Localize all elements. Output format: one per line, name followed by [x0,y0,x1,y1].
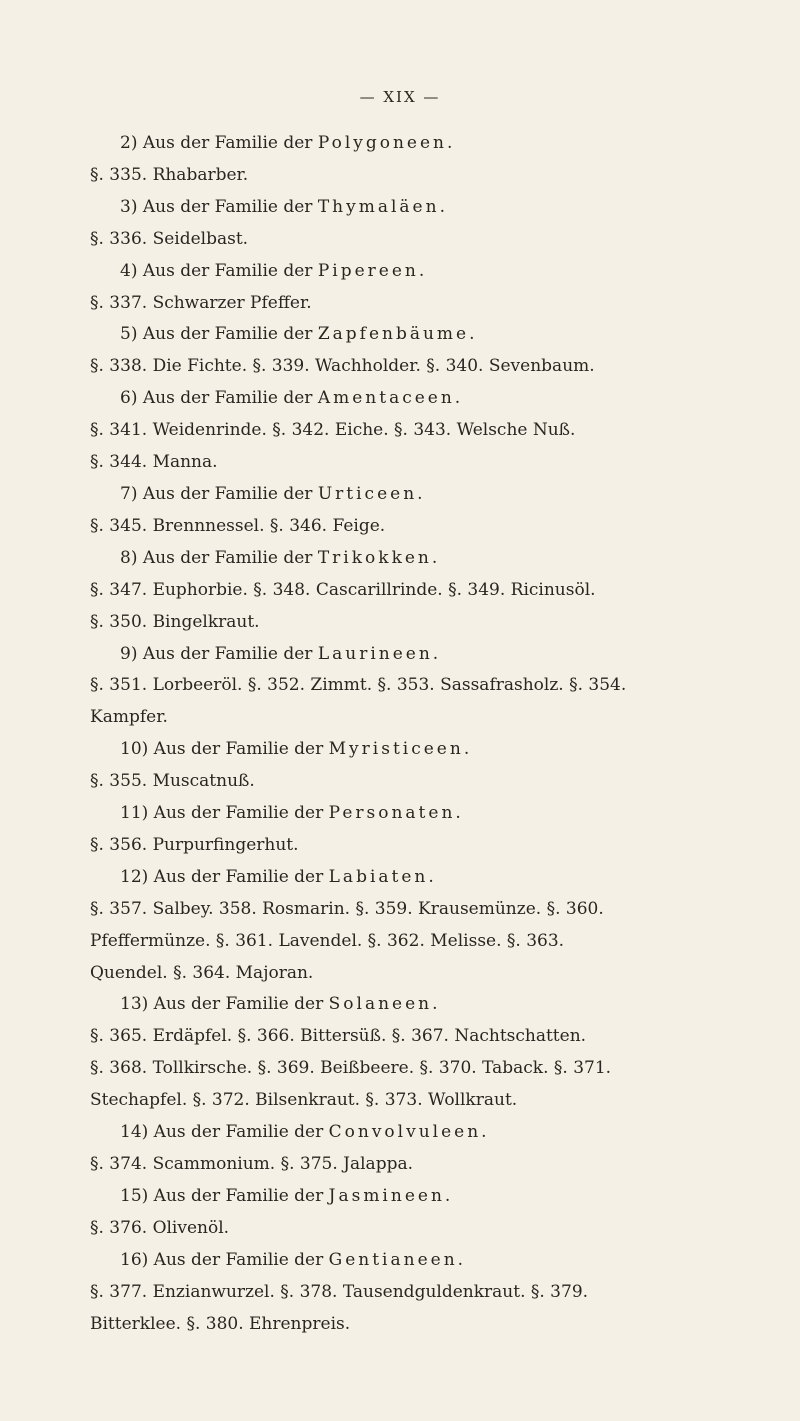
line-punct: . [469,324,475,345]
line-text: §. 337. Schwarzer Pfeffer. [90,292,312,313]
line-text: 16) Aus der Familie der [120,1249,329,1270]
family-name: Amentaceen [317,388,455,409]
line-text: §. 357. Salbey. 358. Rosmarin. §. 359. Krausemünze. §. 360. [90,898,604,919]
line-punct: . [418,260,425,281]
family-heading [90,862,750,894]
line-punct: . [431,547,438,568]
line-punct: . [481,1122,487,1143]
family-name: Trikokken [317,547,432,568]
family-heading [90,734,750,766]
line-text: 4) Aus der Familie der [120,260,318,281]
line-punct: . [428,866,434,887]
family-heading [90,639,750,671]
entry-line [90,1309,750,1341]
family-name: Convolvuleen [328,1122,482,1143]
family-name: Laurineen [317,643,433,664]
entry-line [90,670,750,702]
entry-line [90,288,750,320]
line-text: §. 376. Olivenöl. [90,1217,230,1238]
line-text: §. 351. Lorbeeröl. §. 352. Zimmt. §. 353. Sassafrasholz. §. 354. [90,675,627,696]
line-text: Pfeffermünze. §. 361. Lavendel. §. 362. Melisse. §. 363. [90,930,565,951]
line-punct: . [463,739,470,760]
family-name: Labiaten [328,866,429,887]
family-heading [90,1181,750,1213]
line-text: 8) Aus der Familie der [120,547,318,568]
line-text: Quendel. §. 364. Majoran. [90,962,314,983]
line-text: 9) Aus der Familie der [120,643,318,664]
line-punct: . [447,133,453,153]
line-text: Stechapfel. §. 372. Bilsenkraut. §. 373. Wollkraut. [90,1090,518,1111]
entry-line [90,1021,750,1053]
family-heading [90,543,750,575]
family-heading [90,192,750,224]
entry-line [90,926,750,958]
family-heading [90,383,750,415]
line-punct: . [432,994,438,1015]
line-text: 12) Aus der Familie der [120,866,329,887]
line-text: Kampfer. [90,707,168,728]
entry-line [90,447,750,479]
entry-line [90,958,750,990]
line-text: §. 341. Weidenrinde. §. 342. Eiche. §. 343. Welsche Nuß. [90,420,576,441]
line-text: §. 355. Muscatnuß. [90,771,255,792]
entry-line [90,1053,750,1085]
entry-line [90,1213,750,1245]
entry-line [90,415,750,447]
line-punct: . [417,483,423,504]
line-punct: . [432,643,439,664]
line-text: 10) Aus der Familie der [120,739,329,760]
family-heading [90,128,750,160]
family-name: Thymaläen [317,196,440,217]
entry-line [90,607,750,639]
line-text: §. 368. Tollkirsche. §. 369. Beißbeere. §. 370. Taback. §. 371. [90,1058,612,1079]
entry-line [90,1149,750,1181]
line-punct: . [455,803,461,824]
line-punct: . [444,1185,451,1206]
family-heading [90,1245,750,1277]
line-text: §. 344. Manna. [90,452,218,473]
line-text: §. 356. Purpurfingerhut. [90,834,299,855]
family-name: Solaneen [328,994,433,1015]
line-text: §. 338. Die Fichte. §. 339. Wachholder. §. 340. Sevenbaum. [90,356,595,377]
entry-line [90,702,750,734]
family-name: Urticeen [317,483,418,504]
entry-line [90,894,750,926]
line-text: §. 350. Bingelkraut. [90,611,260,632]
entry-line [90,766,750,798]
family-heading [90,989,750,1021]
line-text: §. 374. Scammonium. §. 375. Jalappa. [90,1154,413,1174]
line-text: 6) Aus der Familie der [120,388,318,409]
family-name: Myristiceen [328,739,464,760]
line-text: §. 335. Rhabarber. [90,164,249,185]
line-text: §. 377. Enzianwurzel. §. 378. Tausendguldenkraut. §. 379. [90,1281,589,1302]
page-header: — XIX — [359,88,441,106]
line-text: Bitterklee. §. 380. Ehrenpreis. [90,1313,351,1334]
line-text: 13) Aus der Familie der [120,994,329,1015]
table-of-contents [90,128,750,1340]
entry-line [90,351,750,383]
line-text: 11) Aus der Familie der [120,803,329,824]
family-name: Zapfenbäume [317,324,470,345]
family-heading [90,798,750,830]
line-text: 3) Aus der Familie der [120,196,318,217]
line-punct: . [457,1249,464,1270]
family-heading [90,1117,750,1149]
entry-line [90,511,750,543]
line-text: 5) Aus der Familie der [120,324,318,345]
entry-line [90,1277,750,1309]
line-text: §. 336. Seidelbast. [90,228,249,249]
entry-line [90,224,750,256]
line-text: 7) Aus der Familie der [120,483,318,504]
family-heading [90,256,750,288]
family-name: Pipereen [317,260,419,281]
line-text: 2) Aus der Familie der [120,133,318,153]
family-heading [90,479,750,511]
entry-line [90,830,750,862]
line-text: §. 365. Erdäpfel. §. 366. Bittersüß. §. 367. Nachtschatten. [90,1026,587,1047]
family-name: Jasmineen [328,1185,445,1206]
family-name: Personaten [328,803,456,824]
line-text: 15) Aus der Familie der [120,1185,329,1206]
entry-line [90,575,750,607]
family-name: Polygoneen [317,133,447,153]
line-text: 14) Aus der Familie der [120,1122,329,1143]
entry-line [90,160,750,192]
line-punct: . [454,388,461,409]
family-name: Gentianeen [328,1249,458,1270]
family-heading [90,319,750,351]
entry-line [90,1085,750,1117]
line-text: §. 347. Euphorbie. §. 348. Cascarillrinde. §. 349. Ricinusöl. [90,579,596,600]
line-punct: . [439,196,445,217]
line-text: §. 345. Brennnessel. §. 346. Feige. [90,515,386,536]
